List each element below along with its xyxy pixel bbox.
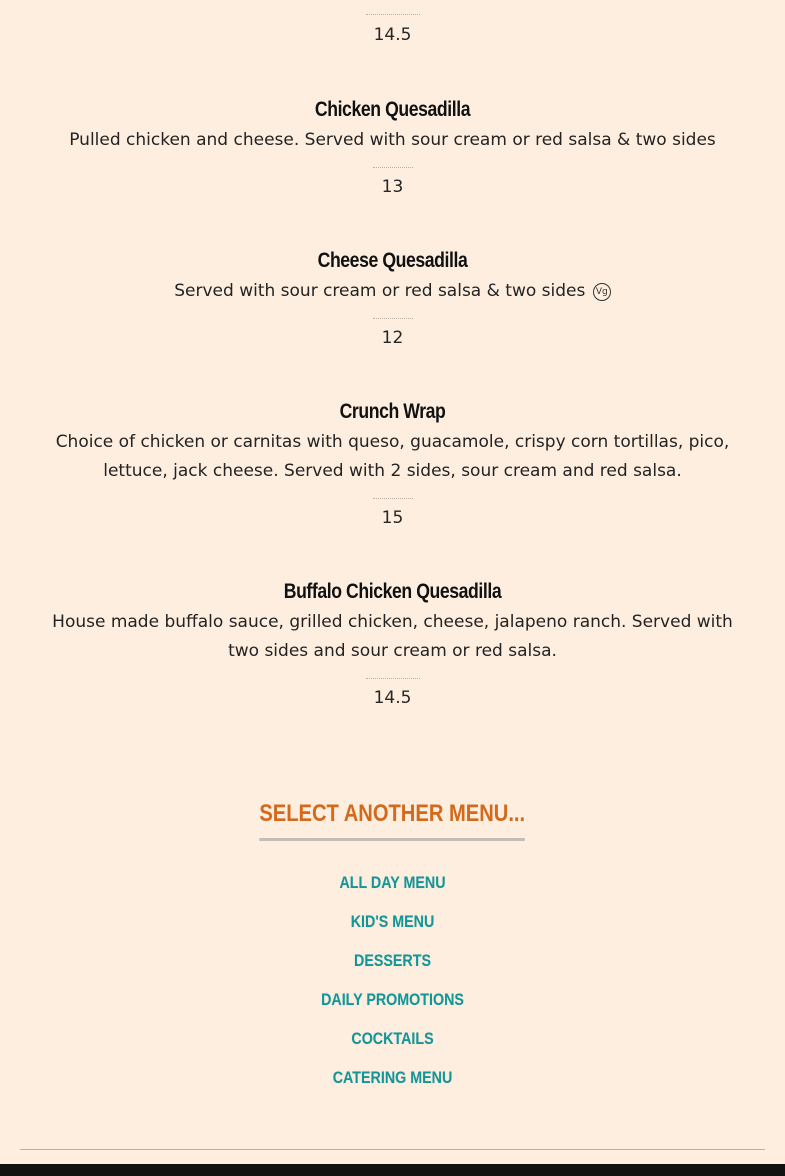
footer-bar <box>0 1164 785 1176</box>
menu-links-nav <box>0 863 785 1097</box>
menu-link-cocktails[interactable]: COCKTAILS <box>351 1029 434 1048</box>
item-price: 15 <box>381 508 404 528</box>
menu-link-desserts[interactable]: DESSERTS <box>354 951 431 970</box>
menu-link-kids[interactable]: KID'S MENU <box>350 912 435 931</box>
price-divider <box>373 318 413 319</box>
item-name: Buffalo Chicken Quesadilla <box>283 580 502 603</box>
footer-divider <box>20 1149 765 1150</box>
select-menu-section <box>0 800 785 1097</box>
item-name: Chicken Quesadilla <box>314 98 471 121</box>
vegetarian-icon: Vg <box>593 283 611 301</box>
item-description: Served with sour cream or red salsa & two sides <box>174 281 586 301</box>
item-name: Cheese Quesadilla <box>317 249 468 272</box>
menu-item-chicken-quesadilla <box>0 96 785 199</box>
menu-item-crunch-wrap <box>0 398 785 530</box>
select-menu-heading: SELECT ANOTHER MENU... <box>260 800 526 841</box>
item-name: Crunch Wrap <box>339 400 446 423</box>
menu-link-catering[interactable]: CATERING MENU <box>332 1068 453 1087</box>
item-description: Pulled chicken and cheese. Served with sour cream or red salsa & two sides <box>69 130 716 150</box>
menu-item-partial <box>0 0 785 47</box>
price-divider <box>373 498 413 499</box>
price-divider <box>366 14 420 15</box>
menu-link-daily-promotions[interactable]: DAILY PROMOTIONS <box>321 990 464 1009</box>
item-price: 13 <box>381 177 404 197</box>
item-description: House made buffalo sauce, grilled chicken, cheese, jalapeno ranch. Served with two sides and sour cream or red salsa. <box>52 612 733 661</box>
item-price: 14.5 <box>373 25 412 45</box>
price-divider <box>373 167 413 168</box>
item-description: Choice of chicken or carnitas with queso, guacamole, crispy corn tortillas, pico, lettuce, jack cheese. Served with 2 sides, sour cream and red salsa. <box>55 432 730 481</box>
item-description-row <box>48 277 738 306</box>
menu-item-buffalo-chicken-quesadilla <box>0 578 785 710</box>
item-price: 14.5 <box>373 688 412 708</box>
item-price: 12 <box>381 328 404 348</box>
menu-link-all-day[interactable]: ALL DAY MENU <box>339 873 446 892</box>
menu-item-cheese-quesadilla <box>0 247 785 350</box>
price-divider <box>366 678 420 679</box>
